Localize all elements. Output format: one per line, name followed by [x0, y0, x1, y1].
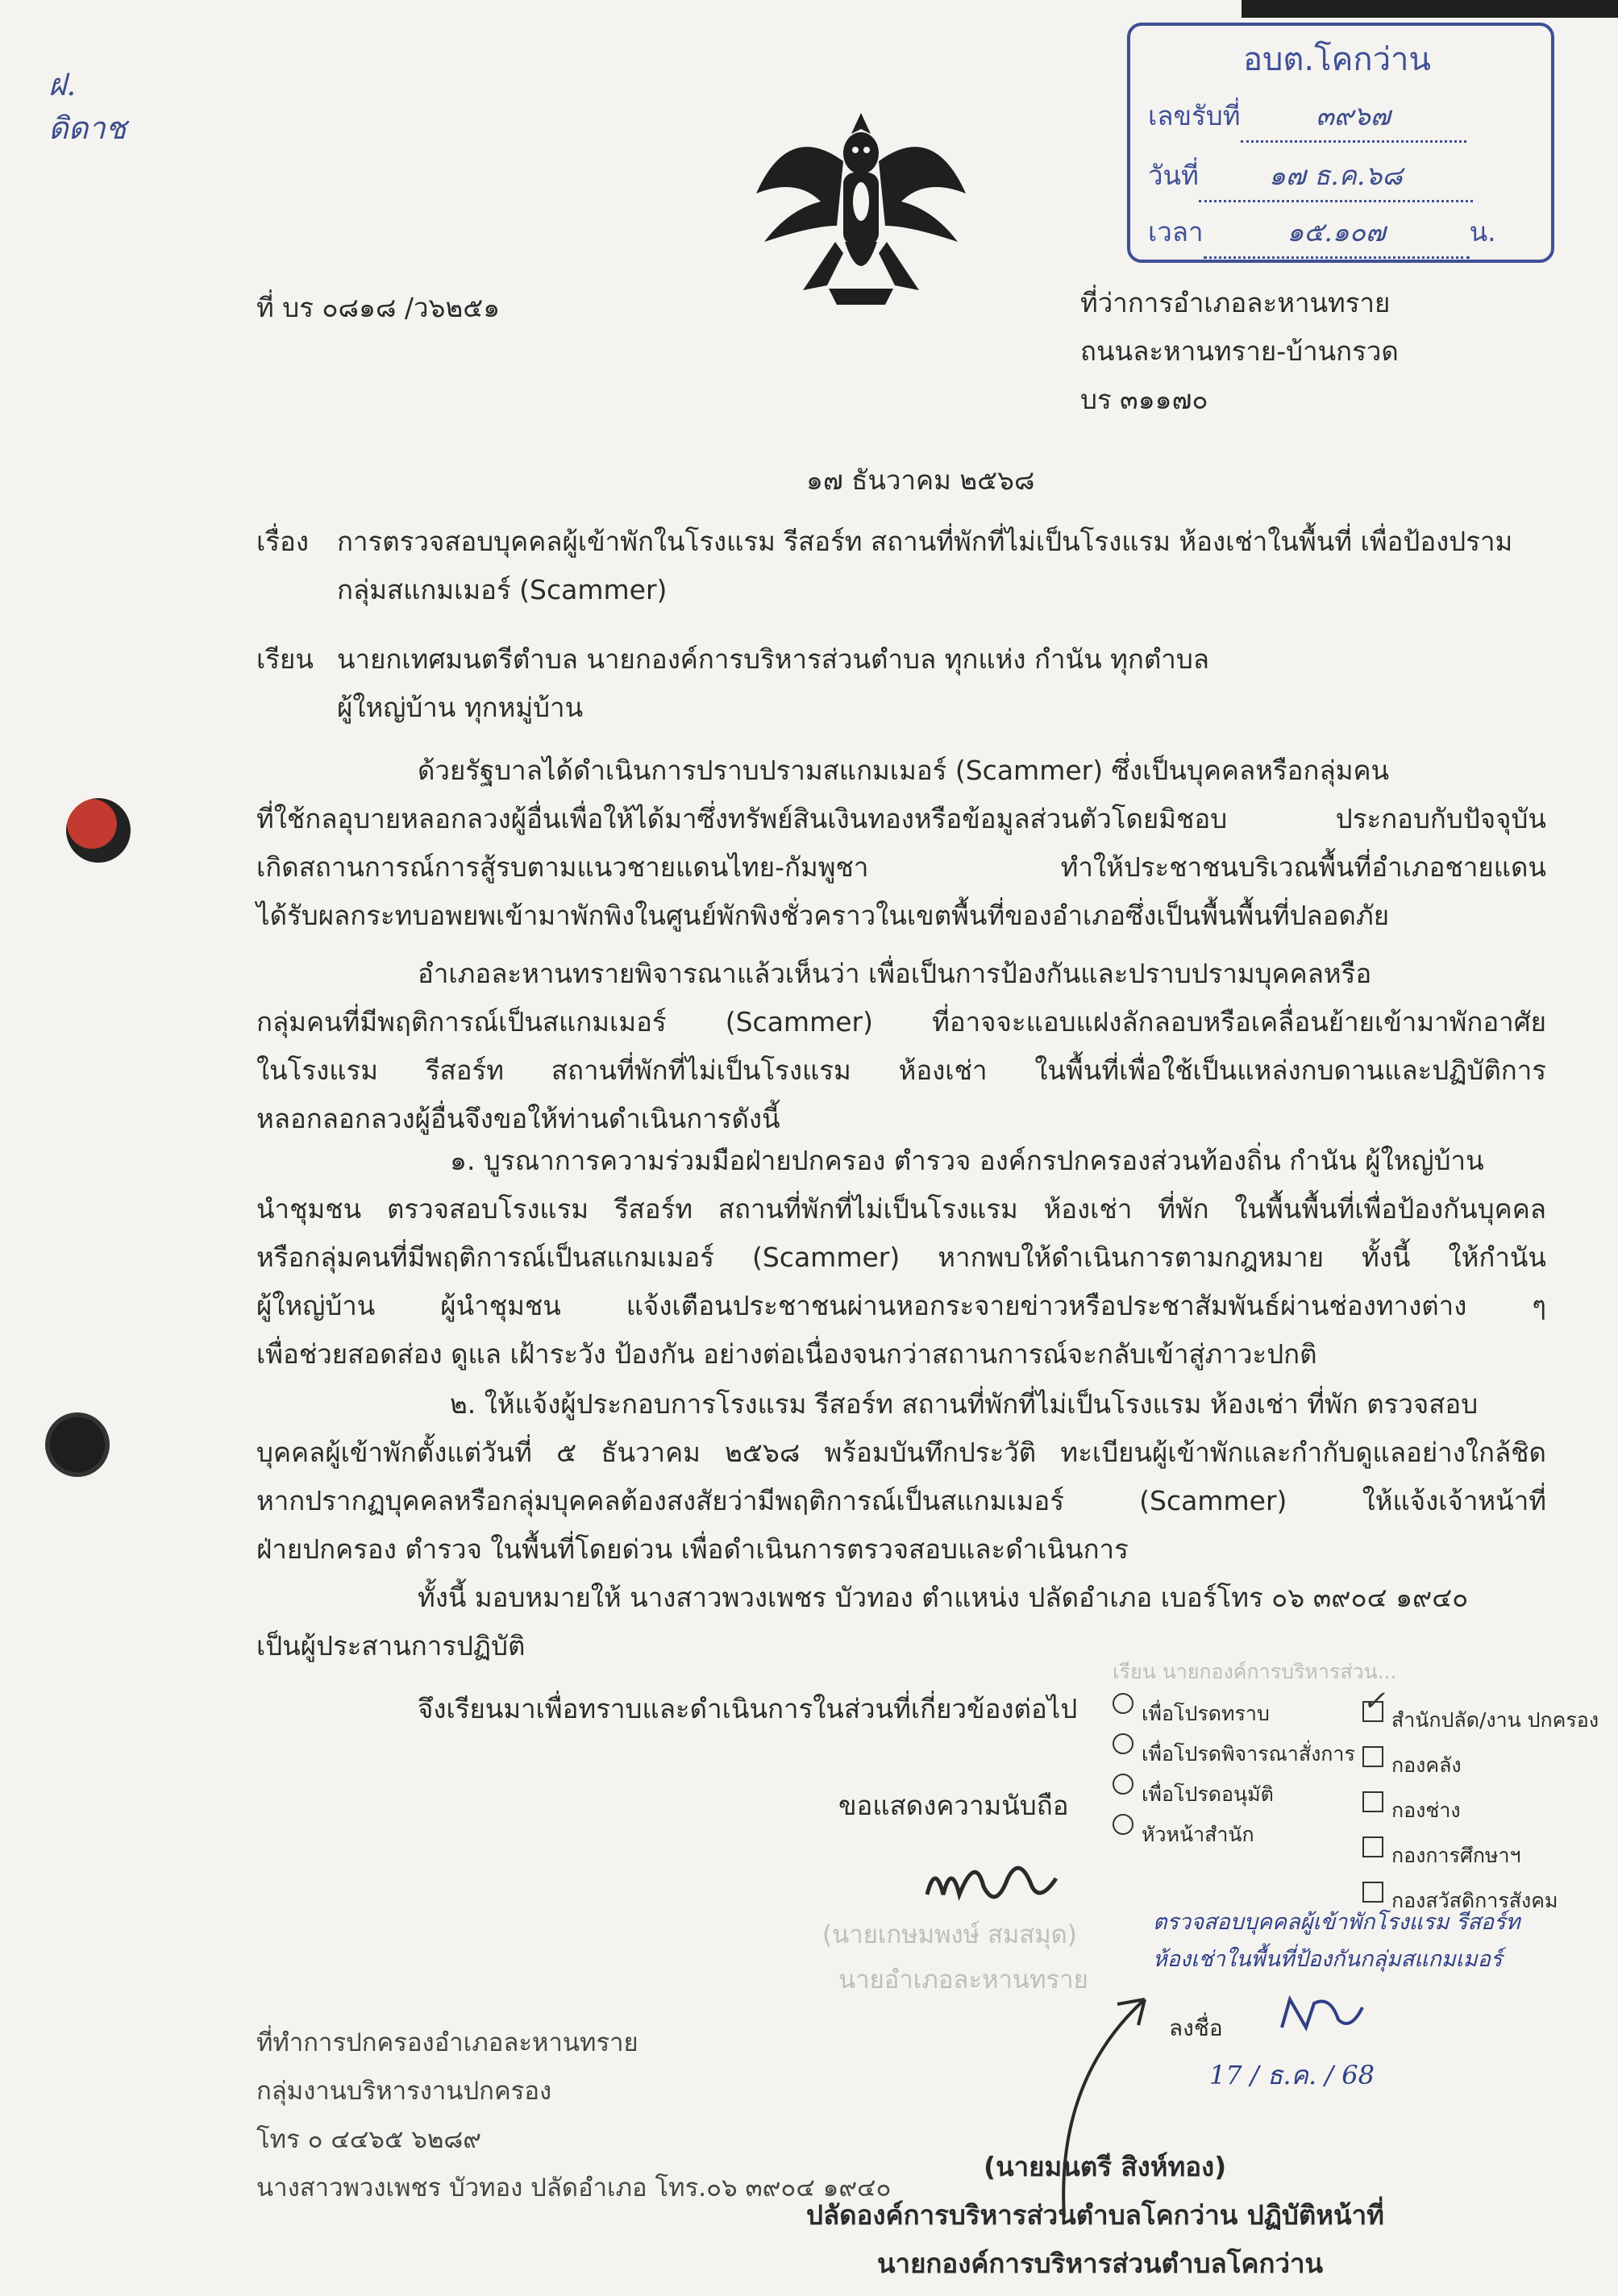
footer-line: โทร ๐ ๔๔๖๕ ๖๒๘๙	[256, 2125, 482, 2154]
body-line: ที่ใช้กลอุบายหลอกลวงผู้อื่นเพื่อให้ได้มาซึ่งทรัพย์สินเงินทองหรือข้อมูลส่วนตัวโดยมิชอบ ประกอบกับปัจจุบัน	[256, 803, 1546, 834]
receipt-stamp	[1127, 23, 1554, 263]
routing-option-right: กองช่าง	[1391, 1799, 1461, 1822]
routing-checkbox	[1362, 1791, 1383, 1812]
routing-option-right: กองคลัง	[1391, 1753, 1462, 1777]
closing-line: จึงเรียนมาเพื่อทราบและดำเนินการในส่วนที่เกี่ยวข้องต่อไป	[418, 1693, 1078, 1724]
routing-option-circle	[1113, 1733, 1133, 1754]
routing-option-left: เพื่อโปรดทราบ	[1142, 1702, 1270, 1725]
margin-note	[48, 64, 126, 148]
routing-option-right: สำนักปลัด/งาน ปกครอง	[1391, 1708, 1599, 1732]
body-line: ผู้ใหญ่บ้าน ผู้นำชุมชน แจ้งเตือนประชาชนผ่านหอกระจายข่าวหรือประชาสัมพันธ์ผ่านช่องทางต่าง ๆ	[256, 1290, 1546, 1321]
body-line: ๒. ให้แจ้งผู้ประกอบการโรงแรม รีสอร์ท สถานที่พักที่ไม่เป็นโรงแรม ห้องเช่า ที่พัก ตรวจสอบ	[450, 1388, 1479, 1420]
body-line: ได้รับผลกระทบอพยพเข้ามาพักพิงในศูนย์พักพิงชั่วคราวในเขตพื้นที่ของอำเภอซึ่งเป็นพื้นพื้นที่ปลอดภัย	[256, 900, 1390, 931]
body-line: เกิดสถานการณ์การสู้รบตามแนวชายแดนไทย-กัมพูชา ทำให้ประชาชนบริเวณพื้นที่อำเภอชายแดน	[256, 851, 1546, 883]
routing-instruction-line2: ห้องเช่าในพื้นที่ป้องกันกลุ่มสแกมเมอร์	[1153, 1947, 1503, 1972]
stamp-date-row	[1148, 152, 1473, 202]
body-line: ด้วยรัฐบาลได้ดำเนินการปราบปรามสแกมเมอร์ (Scammer) ซึ่งเป็นบุคคลหรือกลุ่มคน	[418, 755, 1390, 786]
body-line: บุคคลผู้เข้าพักตั้งแต่วันที่ ๕ ธันวาคม ๒๕๖๘ พร้อมบันทึกประวัติ ทะเบียนผู้เข้าพักและกำกับดูแลอย่างใกล้ชิด	[256, 1437, 1546, 1468]
body-line: หรือกลุ่มคนที่มีพฤติการณ์เป็นสแกมเมอร์ (Scammer) หากพบให้ดำเนินการตามกฎหมาย ทั้งนี้ ให้กำนัน	[256, 1242, 1546, 1273]
approver-title1: ปลัดองค์การบริหารส่วนตำบลโคกว่าน ปฏิบัติหน้าที่	[806, 2199, 1384, 2231]
stamp-time-row	[1148, 208, 1496, 259]
sender-address-line: บร ๓๑๑๗๐	[1080, 384, 1208, 415]
routing-option-circle	[1113, 1693, 1133, 1714]
routing-checkbox	[1362, 1882, 1383, 1903]
check-mark-icon: ✓	[1362, 1685, 1386, 1717]
recipient-block	[256, 635, 1209, 732]
signatory-name: (นายเกษมพงษ์ สมสมุด)	[822, 1920, 1077, 1949]
recipient-line1: นายกเทศมนตรีตำบล นายกองค์การบริหารส่วนตำบล ทุกแห่ง กำนัน ทุกตำบล	[337, 643, 1209, 675]
stamp-receipt-value: ๓๙๖๗	[1241, 92, 1466, 143]
body-line: เป็นผู้ประสานการปฏิบัติ	[256, 1630, 526, 1662]
subject-line2: กลุ่มสแกมเมอร์ (Scammer)	[337, 574, 668, 605]
approver-title2: นายกองค์การบริหารส่วนตำบลโคกว่าน	[877, 2248, 1324, 2279]
routing-option-circle	[1113, 1774, 1133, 1795]
routing-checkbox	[1362, 1836, 1383, 1857]
routing-option-circle	[1113, 1814, 1133, 1835]
margin-note-line2: ดิดาช	[48, 110, 127, 146]
sender-address-line: ถนนละหานทราย-บ้านกรวด	[1080, 335, 1399, 367]
sender-address	[1080, 279, 1399, 424]
subject-block	[256, 518, 1512, 614]
top-edge-strip	[1242, 0, 1618, 18]
body-item-2	[256, 1380, 1546, 1574]
date-line: ๑๗ ธันวาคม ๒๕๖๘	[806, 464, 1035, 496]
stamp-receipt-label: เลขรับที่	[1148, 100, 1241, 131]
body-line: กลุ่มคนที่มีพฤติการณ์เป็นสแกมเมอร์ (Scammer) ที่อาจจะแอบแฝงลักลอบหรือเคลื่อนย้ายเข้ามาพักอาศัย	[256, 1006, 1546, 1038]
body-paragraph-2	[256, 950, 1546, 1143]
recipient-label: เรียน	[256, 643, 314, 675]
subject-label: เรื่อง	[256, 526, 309, 557]
footer-line: กลุ่มงานบริหารงานปกครอง	[256, 2077, 552, 2106]
subject-line1: การตรวจสอบบุคคลผู้เข้าพักในโรงแรม รีสอร์ท สถานที่พักที่ไม่เป็นโรงแรม ห้องเช่าในพื้นที่ เพื่อป้องปราม	[337, 526, 1513, 557]
doc-number: ที่ บร ๐๘๑๘ /ว๖๒๕๑	[256, 292, 501, 323]
routing-sign-date: 17 / ธ.ค. / 68	[1209, 2060, 1375, 2090]
routing-header: เรียน นายกองค์การบริหารส่วน...	[1113, 1660, 1397, 1683]
footer-line: นางสาวพวงเพชร บัวทอง ปลัดอำเภอ โทร.๐๖ ๓๙๐๔ ๑๙๔๐	[256, 2173, 892, 2202]
routing-option-left: เพื่อโปรดพิจารณาสั่งการ	[1142, 1742, 1355, 1766]
routing-option-right: กองสวัสดิการสังคม	[1391, 1889, 1558, 1912]
approver-name: (นายมนตรี สิงห์ทอง)	[984, 2151, 1227, 2182]
punch-hole-bottom	[45, 1412, 110, 1477]
footer-line: ที่ทำการปกครองอำเภอละหานทราย	[256, 2028, 638, 2057]
stamp-date-label: วันที่	[1148, 160, 1199, 191]
body-line: ทั้งนี้ มอบหมายให้ นางสาวพวงเพชร บัวทอง ตำแหน่ง ปลัดอำเภอ เบอร์โทร ๐๖ ๓๙๐๔ ๑๙๔๐	[418, 1582, 1469, 1613]
punch-hole-top	[66, 798, 131, 863]
footer-contact	[256, 2019, 891, 2212]
routing-option-left: เพื่อโปรดอนุมัติ	[1142, 1782, 1274, 1806]
sender-address-line: ที่ว่าการอำเภอละหานทราย	[1080, 287, 1391, 318]
stamp-time-label: เวลา	[1148, 216, 1204, 247]
stamp-time-suffix: น.	[1469, 216, 1496, 247]
body-line: เพื่อช่วยสอดส่อง ดูแล เฝ้าระวัง ป้องกัน อย่างต่อเนื่องจนกว่าสถานการณ์จะกลับเข้าสู่ภาวะปกติ	[256, 1338, 1317, 1370]
margin-note-line1: ฝ.	[48, 67, 77, 102]
routing-instruction	[1153, 1904, 1520, 1978]
body-line: อำเภอละหานทรายพิจารณาแล้วเห็นว่า เพื่อเป็นการป้องกันและปราบปรามบุคคลหรือ	[418, 958, 1372, 989]
routing-instruction-line1: ตรวจสอบบุคคลผู้เข้าพักโรงแรม รีสอร์ท	[1153, 1910, 1520, 1935]
stamp-date-value: ๑๗ ธ.ค.๖๘	[1199, 152, 1473, 202]
recipient-line2: ผู้ใหญ่บ้าน ทุกหมู่บ้าน	[337, 692, 584, 723]
routing-option-left: หัวหน้าสำนัก	[1142, 1823, 1254, 1846]
stamp-time-value: ๑๕.๑๐๗	[1204, 208, 1470, 259]
routing-checkbox	[1362, 1746, 1383, 1767]
routing-option-right: กองการศึกษาฯ	[1391, 1844, 1521, 1867]
body-line: ๑. บูรณาการความร่วมมือฝ่ายปกครอง ตำรวจ องค์กรปกครองส่วนท้องถิ่น กำนัน ผู้ใหญ่บ้าน	[450, 1145, 1484, 1176]
routing-sign-mark	[1274, 1991, 1371, 2040]
signature-mark	[919, 1846, 1064, 1919]
body-item-1	[256, 1137, 1546, 1379]
body-paragraph-1	[256, 747, 1546, 940]
stamp-receipt-row	[1148, 92, 1466, 143]
body-line: หลอกลอกลวงผู้อื่นจึงขอให้ท่านดำเนินการดังนี้	[256, 1103, 780, 1134]
regards: ขอแสดงความนับถือ	[838, 1790, 1069, 1821]
body-line: ฝ่ายปกครอง ตำรวจ ในพื้นที่โดยด่วน เพื่อดำเนินการตรวจสอบและดำเนินการ	[256, 1533, 1129, 1565]
body-line: หากปรากฏบุคคลหรือกลุ่มบุคคลต้องสงสัยว่ามีพฤติการณ์เป็นสแกมเมอร์ (Scammer) ให้แจ้งเจ้าหน้าที่	[256, 1485, 1546, 1516]
stamp-org: อบต.โคกว่าน	[1243, 41, 1431, 78]
garuda-emblem	[740, 105, 982, 322]
signatory-title: นายอำเภอละหานทราย	[838, 1965, 1088, 1994]
body-line: ในโรงแรม รีสอร์ท สถานที่พักที่ไม่เป็นโรงแรม ห้องเช่า ในพื้นที่เพื่อใช้เป็นแหล่งกบดานและปฏิบัติการ	[256, 1054, 1546, 1086]
body-line: นำชุมชน ตรวจสอบโรงแรม รีสอร์ท สถานที่พักที่ไม่เป็นโรงแรม ห้องเช่า ที่พัก ในพื้นพื้นที่เพื่อป้องกันบุคคล	[256, 1193, 1546, 1225]
routing-sign-label: ลงชื่อ	[1169, 2015, 1223, 2041]
